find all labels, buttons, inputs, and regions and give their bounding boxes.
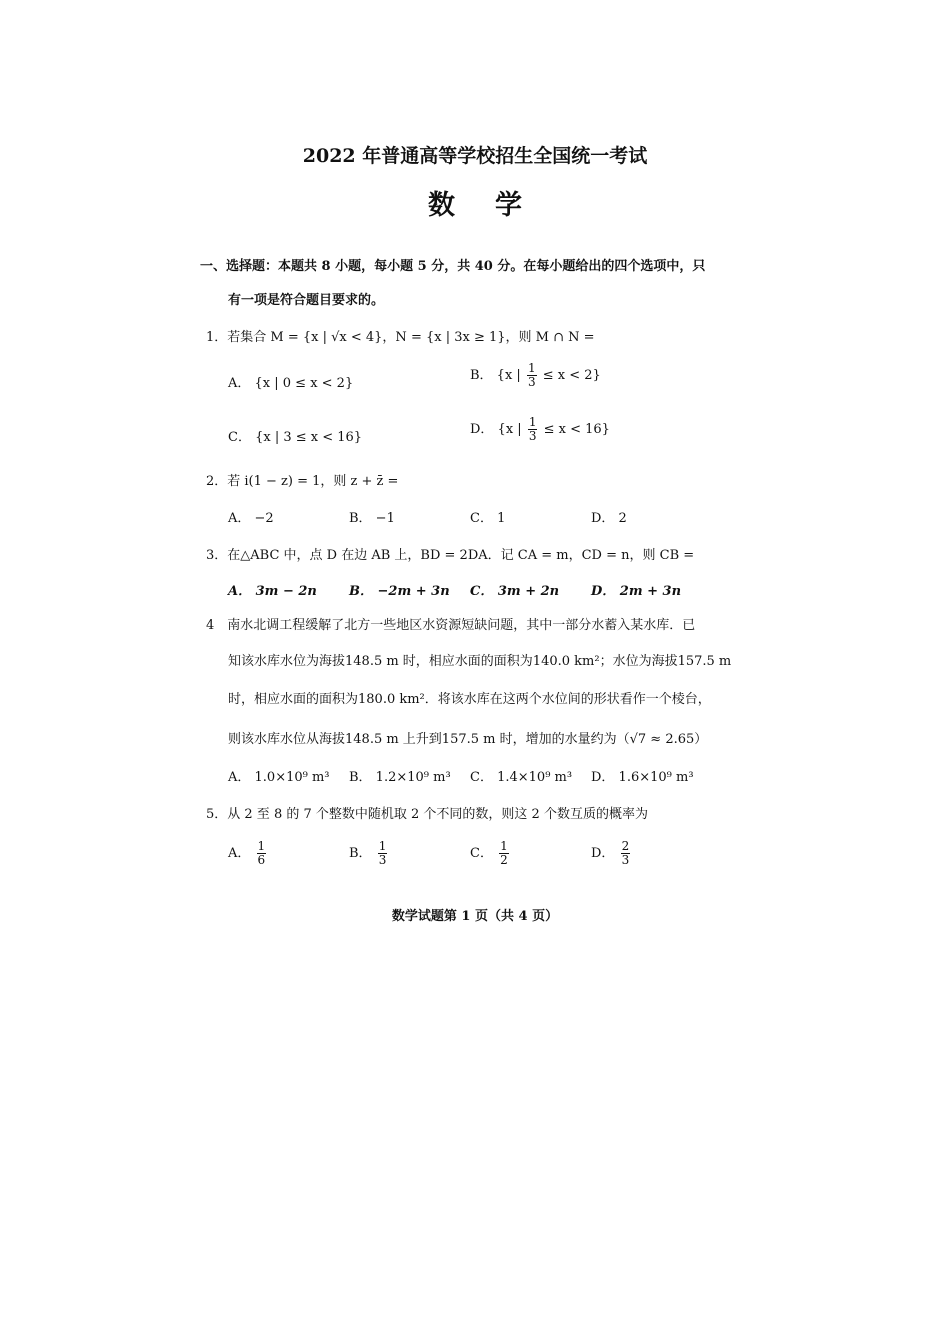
question-1-option-c: C． {x | 3 ≤ x < 16} xyxy=(228,430,363,445)
fraction-numerator: 1 xyxy=(257,839,266,853)
fraction xyxy=(528,416,538,443)
question-4-option-d: D． 1.6×10⁹ m³ xyxy=(591,770,694,785)
subject-title: 数学 xyxy=(428,190,562,221)
question-2-option-d: D． 2 xyxy=(591,511,627,526)
fraction-numerator: 1 xyxy=(527,361,536,375)
question-4-line1: 4 南水北调工程缓解了北方一些地区水资源短缺问题，其中一部分水蓄入某水库．已 xyxy=(206,618,696,633)
option-label: C． xyxy=(470,846,493,861)
question-5-option-c xyxy=(470,840,511,867)
question-4-line2: 知该水库水位为海拔148.5 m 时，相应水面的面积为140.0 km²；水位为海拔157.5 m xyxy=(228,654,732,669)
option-label: B． xyxy=(349,846,372,861)
fraction xyxy=(527,362,537,389)
fraction-numerator: 1 xyxy=(500,839,508,853)
fraction-denominator: 3 xyxy=(378,853,387,867)
fraction-numerator: 1 xyxy=(528,415,537,429)
question-4-line4: 则该水库水位从海拔148.5 m 上升到157.5 m 时，增加的水量约为（√7 ≈ 2.65） xyxy=(228,732,708,747)
question-3-option-a: A． 3m − 2n xyxy=(228,584,317,599)
option-label: D． xyxy=(591,846,615,861)
question-4-option-a: A． 1.0×10⁹ m³ xyxy=(228,770,330,785)
question-4-line3: 时，相应水面的面积为180.0 km²．将该水库在这两个水位间的形状看作一个棱台， xyxy=(228,692,711,707)
option-d-suffix: ≤ x < 16} xyxy=(543,422,610,437)
fraction xyxy=(378,840,388,867)
fraction-denominator: 2 xyxy=(500,853,508,867)
question-3-option-d: D． 2m + 3n xyxy=(591,584,682,599)
fraction-denominator: 3 xyxy=(527,375,536,389)
fraction-numerator: 2 xyxy=(621,839,630,853)
question-1-option-a: A． {x | 0 ≤ x < 2} xyxy=(228,376,354,391)
fraction-numerator: 1 xyxy=(378,839,387,853)
question-1-option-d xyxy=(470,416,610,443)
fraction-denominator: 3 xyxy=(528,429,537,443)
fraction-denominator: 6 xyxy=(257,853,266,867)
question-4-option-b: B． 1.2×10⁹ m³ xyxy=(349,770,451,785)
question-3-option-c: C． 3m + 2n xyxy=(470,584,560,599)
question-3-option-b: B． −2m + 3n xyxy=(349,584,450,599)
fraction xyxy=(499,840,509,867)
question-5-stem: 5．从 2 至 8 的 7 个整数中随机取 2 个不同的数，则这 2 个数互质的概率为 xyxy=(206,807,648,822)
question-1-stem: 1．若集合 M = {x | √x < 4}，N = {x | 3x ≥ 1}，则 M ∩ N = xyxy=(206,330,595,345)
question-5-option-d xyxy=(591,840,632,867)
fraction-denominator: 3 xyxy=(621,853,630,867)
question-3-stem: 3．在△ABC 中，点 D 在边 AB 上，BD = 2DA．记 CA = m，CD = n，则 CB = xyxy=(206,548,695,563)
question-4-option-c: C． 1.4×10⁹ m³ xyxy=(470,770,573,785)
question-1-option-b xyxy=(470,362,601,389)
option-b-prefix: B． {x | xyxy=(470,368,521,383)
section-heading-line1: 一、选择题：本题共 8 小题，每小题 5 分，共 40 分。在每小题给出的四个选项中，只 xyxy=(200,259,706,274)
option-b-suffix: ≤ x < 2} xyxy=(542,368,601,383)
fraction xyxy=(621,840,631,867)
question-2-option-a: A． −2 xyxy=(228,511,274,526)
question-2-option-b: B． −1 xyxy=(349,511,395,526)
option-label: A． xyxy=(228,846,251,861)
exam-title: 2022 年普通高等学校招生全国统一考试 xyxy=(302,145,648,167)
section-heading-line2: 有一项是符合题目要求的。 xyxy=(228,293,385,308)
question-2-stem: 2．若 i(1 − z) = 1，则 z + z̄ = xyxy=(206,474,399,489)
option-d-prefix: D． {x | xyxy=(470,422,522,437)
page-footer: 数学试题第 1 页（共 4 页） xyxy=(391,909,559,924)
question-5-option-a xyxy=(228,840,268,867)
question-2-option-c: C． 1 xyxy=(470,511,506,526)
question-5-option-b xyxy=(349,840,389,867)
fraction xyxy=(257,840,267,867)
